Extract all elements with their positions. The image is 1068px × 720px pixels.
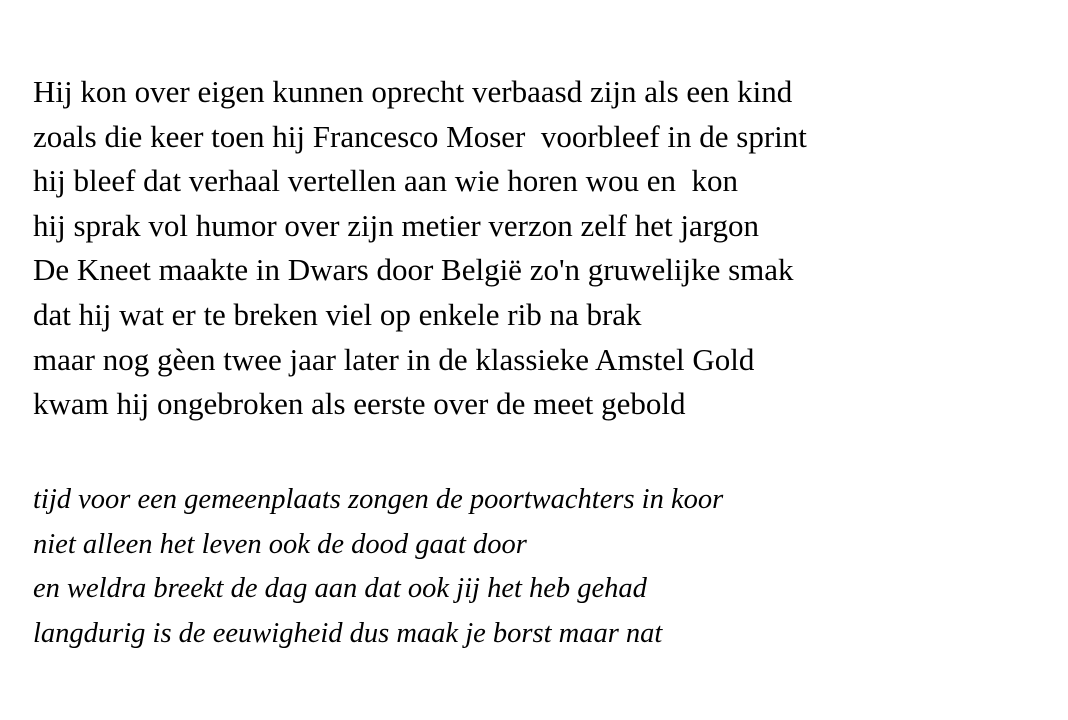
stanza-1-line-2: zoals die keer toen hij Francesco Moser voorbleef in de sprint [33,118,807,154]
stanza-1-line-6: dat hij wat er te breken viel op enkele rib na brak [33,296,642,332]
stanza-1-line-3: hij bleef dat verhaal vertellen aan wie horen wou en kon [33,163,738,199]
stanza-1 [33,70,807,427]
stanza-2-line-2: niet alleen het leven ook de dood gaat door [33,528,527,560]
stanza-2-line-3: en weldra breekt de dag aan dat ook jij het heb gehad [33,573,647,605]
stanza-1-line-7: maar nog gèen twee jaar later in de klassieke Amstel Gold [33,341,755,377]
stanza-2 [33,478,723,656]
stanza-1-line-4: hij sprak vol humor over zijn metier verzon zelf het jargon [33,207,759,243]
stanza-2-line-4: langdurig is de eeuwigheid dus maak je borst maar nat [33,617,663,649]
stanza-1-line-8: kwam hij ongebroken als eerste over de meet gebold [33,386,686,422]
stanza-1-line-5: De Kneet maakte in Dwars door België zo'n gruwelijke smak [33,252,794,288]
stanza-2-line-1: tijd voor een gemeenplaats zongen de poortwachters in koor [33,484,724,515]
stanza-1-line-1: Hij kon over eigen kunnen oprecht verbaasd zijn als een kind [33,74,793,109]
